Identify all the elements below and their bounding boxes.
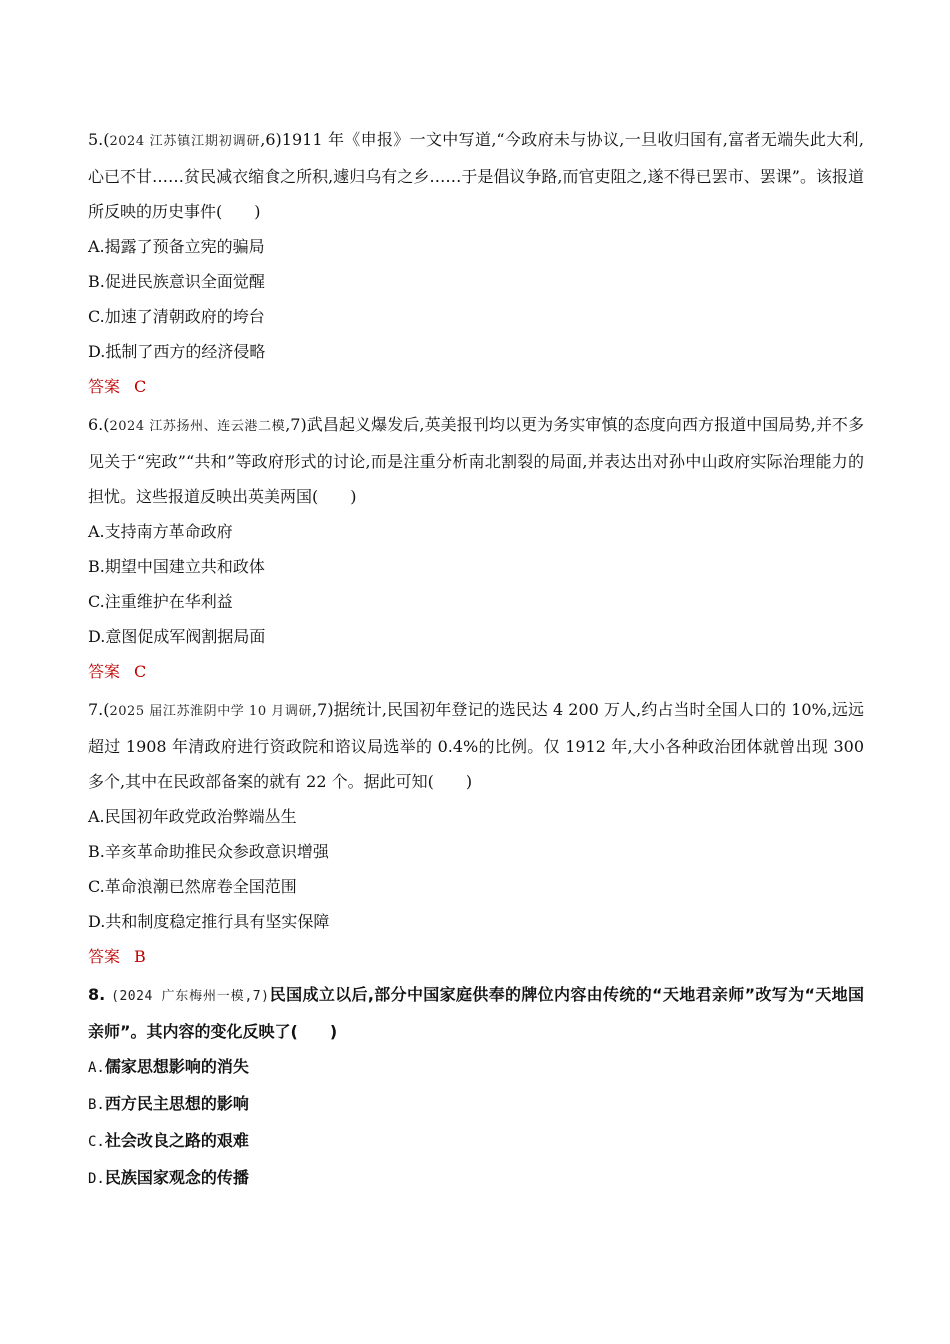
option-letter: A. [88, 1060, 105, 1076]
answer-value: B [134, 947, 146, 966]
option-a[interactable] [88, 229, 864, 264]
answer-line [88, 369, 864, 404]
question-source: 2024 广东梅州一模,7 [119, 989, 262, 1004]
option-letter: B. [88, 272, 105, 291]
option-text: 意图促成军阀割据局面 [105, 627, 266, 646]
source-paren: ( [103, 700, 110, 719]
answer-value: C [134, 377, 147, 396]
option-text: 期望中国建立共和政体 [104, 557, 265, 576]
question-number: 7. [88, 700, 104, 719]
option-text: 揭露了预备立宪的骗局 [104, 237, 265, 256]
option-text: 儒家思想影响的消失 [104, 1057, 249, 1076]
option-text: 革命浪潮已然席卷全国范围 [104, 877, 297, 896]
option-text: 西方民主思想的影响 [104, 1094, 249, 1113]
option-letter: C. [88, 307, 105, 326]
option-letter: B. [88, 1097, 105, 1113]
option-letter: A. [88, 807, 105, 826]
question-number: 6. [88, 415, 104, 434]
source-paren: ( [103, 415, 110, 434]
option-text: 注重维护在华利益 [104, 592, 233, 611]
option-c[interactable] [88, 584, 864, 619]
answer-line [88, 654, 864, 689]
answer-label: 答案 [88, 377, 121, 396]
question-stem [88, 407, 864, 514]
option-text: 抵制了西方的经济侵略 [105, 342, 266, 361]
option-text: 共和制度稳定推行具有坚实保障 [105, 912, 330, 931]
option-text: 辛亥革命助推民众参政意识增强 [104, 842, 329, 861]
option-text: 民族国家观念的传播 [104, 1168, 249, 1187]
option-d[interactable] [88, 904, 864, 939]
question-stem [88, 692, 864, 799]
question-stem [88, 122, 864, 229]
option-b[interactable] [88, 1086, 864, 1123]
option-c[interactable] [88, 1123, 864, 1160]
answer-label: 答案 [88, 662, 121, 681]
option-letter: B. [88, 557, 105, 576]
answer-line [88, 939, 864, 974]
question-7 [88, 692, 864, 974]
question-source: 2024 江苏镇江期初调研 [109, 134, 261, 149]
option-letter: C. [88, 1134, 105, 1150]
option-text: 加速了清朝政府的垮台 [104, 307, 265, 326]
question-text: 1911 年《申报》一文中写道,“今政府未与协议,一旦收归国有,富者无端失此大利,心已不甘……贫民减衣缩食之所积,遽归乌有之乡……于是倡议争路,而官吏阻之,遂不得已罢市、罢课”。该报道所反映的历史事件( ) [88, 130, 864, 221]
question-stem [88, 977, 864, 1049]
source-tail: ,7) [285, 415, 307, 434]
option-text: 社会改良之路的艰难 [104, 1131, 249, 1150]
option-letter: B. [88, 842, 105, 861]
option-letter: A. [88, 237, 105, 256]
option-c[interactable] [88, 869, 864, 904]
answer-label: 答案 [88, 947, 121, 966]
question-8 [88, 977, 864, 1197]
question-text: 民国成立以后,部分中国家庭供奉的牌位内容由传统的“天地君亲师”改写为“天地国亲师”。其内容的变化反映了( ) [88, 985, 864, 1041]
option-letter: D. [88, 342, 106, 361]
answer-value: C [134, 662, 147, 681]
question-text: 武昌起义爆发后,英美报刊均以更为务实审慎的态度向西方报道中国局势,并不多见关于“宪政”“共和”等政府形式的讨论,而是注重分析南北割裂的局面,并表达出对孙中山政府实际治理能力的担忧。这些报道反映出英美两国( ) [88, 415, 864, 506]
option-a[interactable] [88, 799, 864, 834]
source-paren: ( [111, 989, 120, 1004]
option-letter: A. [88, 522, 105, 541]
question-5 [88, 122, 864, 404]
option-text: 支持南方革命政府 [104, 522, 233, 541]
source-paren: ( [103, 130, 110, 149]
option-letter: C. [88, 592, 105, 611]
question-source: 2024 江苏扬州、连云港二模 [109, 419, 286, 434]
option-d[interactable] [88, 1160, 864, 1197]
question-text: 据统计,民国初年登记的选民达 4 200 万人,约占当时全国人口的 10%,远远超过 1908 年清政府进行资政院和谘议局选举的 0.4%的比例。仅 1912 年,大小各种政治团体就曾出现 300 多个,其中在民政部备案的就有 22 个。据此可知( ) [88, 700, 864, 791]
source-tail: ,6) [260, 130, 282, 149]
option-letter: D. [88, 912, 106, 931]
option-b[interactable] [88, 549, 864, 584]
option-d[interactable] [88, 334, 864, 369]
source-tail: ,7) [312, 700, 334, 719]
option-text: 民国初年政党政治弊端丛生 [104, 807, 297, 826]
option-c[interactable] [88, 299, 864, 334]
option-text: 促进民族意识全面觉醒 [104, 272, 265, 291]
option-b[interactable] [88, 834, 864, 869]
option-d[interactable] [88, 619, 864, 654]
option-letter: D. [88, 1171, 105, 1187]
question-number: 8. [88, 985, 106, 1004]
question-number: 5. [88, 130, 104, 149]
option-a[interactable] [88, 1049, 864, 1086]
option-letter: C. [88, 877, 105, 896]
source-tail: ) [261, 989, 270, 1004]
option-b[interactable] [88, 264, 864, 299]
question-6 [88, 407, 864, 689]
option-a[interactable] [88, 514, 864, 549]
question-source: 2025 届江苏淮阴中学 10 月调研 [109, 704, 313, 719]
option-letter: D. [88, 627, 106, 646]
